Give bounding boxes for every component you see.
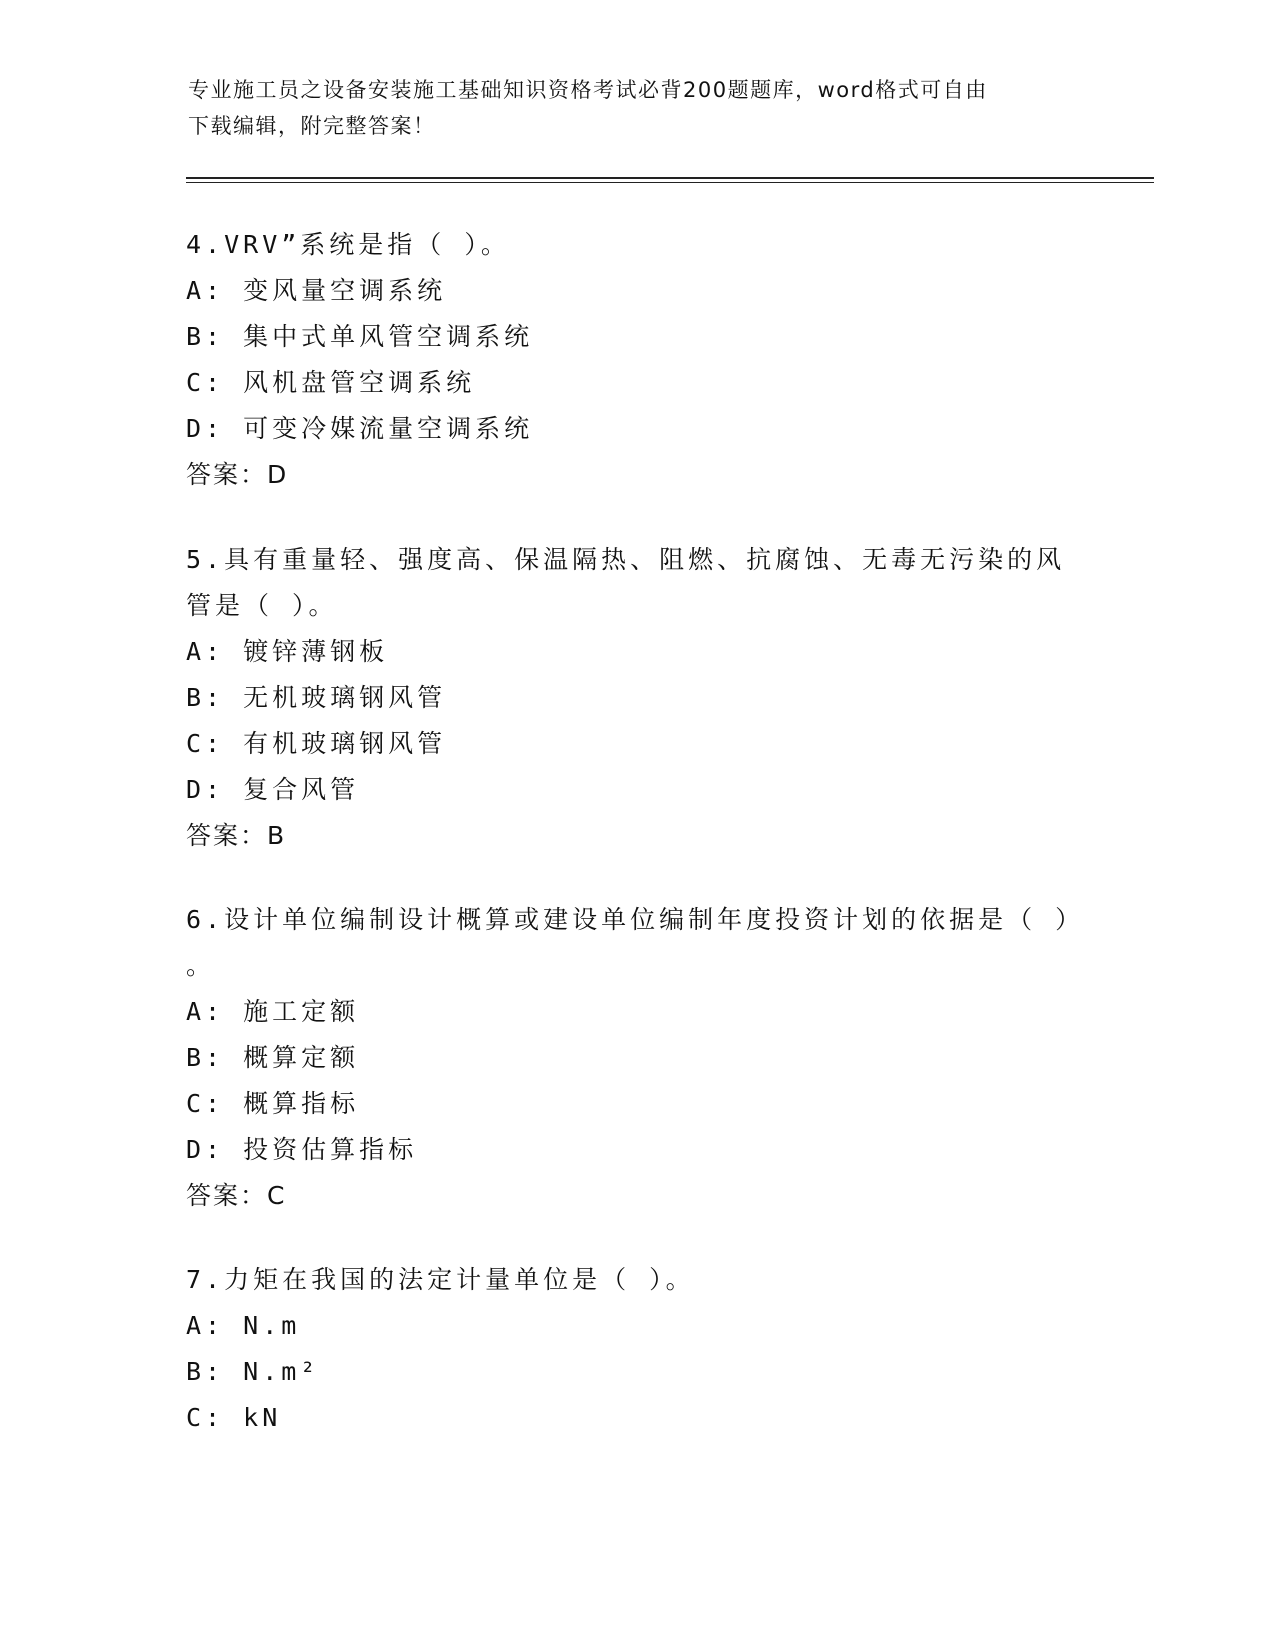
option-c: C: 有机玻璃钢风管: [186, 729, 447, 758]
answer-line: 答案：C: [186, 1181, 287, 1210]
header-divider-thin: [186, 182, 1154, 183]
question-stem-line-1: 5.具有重量轻、强度高、保温隔热、阻燃、抗腐蚀、无毒无污染的风: [186, 545, 1066, 574]
option-b: B: 概算定额: [186, 1043, 360, 1072]
document-header: [188, 72, 1088, 144]
option-d: D: 可变冷媒流量空调系统: [186, 414, 534, 443]
question-7: [186, 1257, 1086, 1441]
option-a: A: 变风量空调系统: [186, 276, 447, 305]
option-b: B: 无机玻璃钢风管: [186, 683, 447, 712]
option-d: D: 复合风管: [186, 775, 360, 804]
question-5: [186, 537, 1086, 859]
option-b: B: N.m²: [186, 1357, 320, 1386]
answer-line: 答案：B: [186, 821, 287, 850]
header-line-1: 专业施工员之设备安装施工基础知识资格考试必背200题题库，word格式可自由: [188, 78, 988, 102]
question-4: [186, 222, 1086, 498]
option-b: B: 集中式单风管空调系统: [186, 322, 534, 351]
option-a: A: 镀锌薄钢板: [186, 637, 389, 666]
header-line-2: 下载编辑，附完整答案！: [188, 114, 436, 138]
header-divider-thick: [186, 177, 1154, 179]
question-stem: 4.VRV”系统是指（ ）。: [186, 230, 510, 259]
question-stem-line-1: 6.设计单位编制设计概算或建设单位编制年度投资计划的依据是（ ）: [186, 905, 1085, 934]
question-stem-line-2: 管是（ ）。: [186, 591, 338, 620]
option-c: C: 概算指标: [186, 1089, 360, 1118]
option-a: A: N.m: [186, 1311, 301, 1340]
option-c: C: kN: [186, 1403, 282, 1432]
option-d: D: 投资估算指标: [186, 1135, 418, 1164]
question-stem: 7.力矩在我国的法定计量单位是（ ）。: [186, 1265, 695, 1294]
question-stem-line-2: 。: [186, 951, 216, 980]
option-a: A: 施工定额: [186, 997, 360, 1026]
answer-line: 答案：D: [186, 460, 289, 489]
option-c: C: 风机盘管空调系统: [186, 368, 476, 397]
question-6: [186, 897, 1086, 1219]
